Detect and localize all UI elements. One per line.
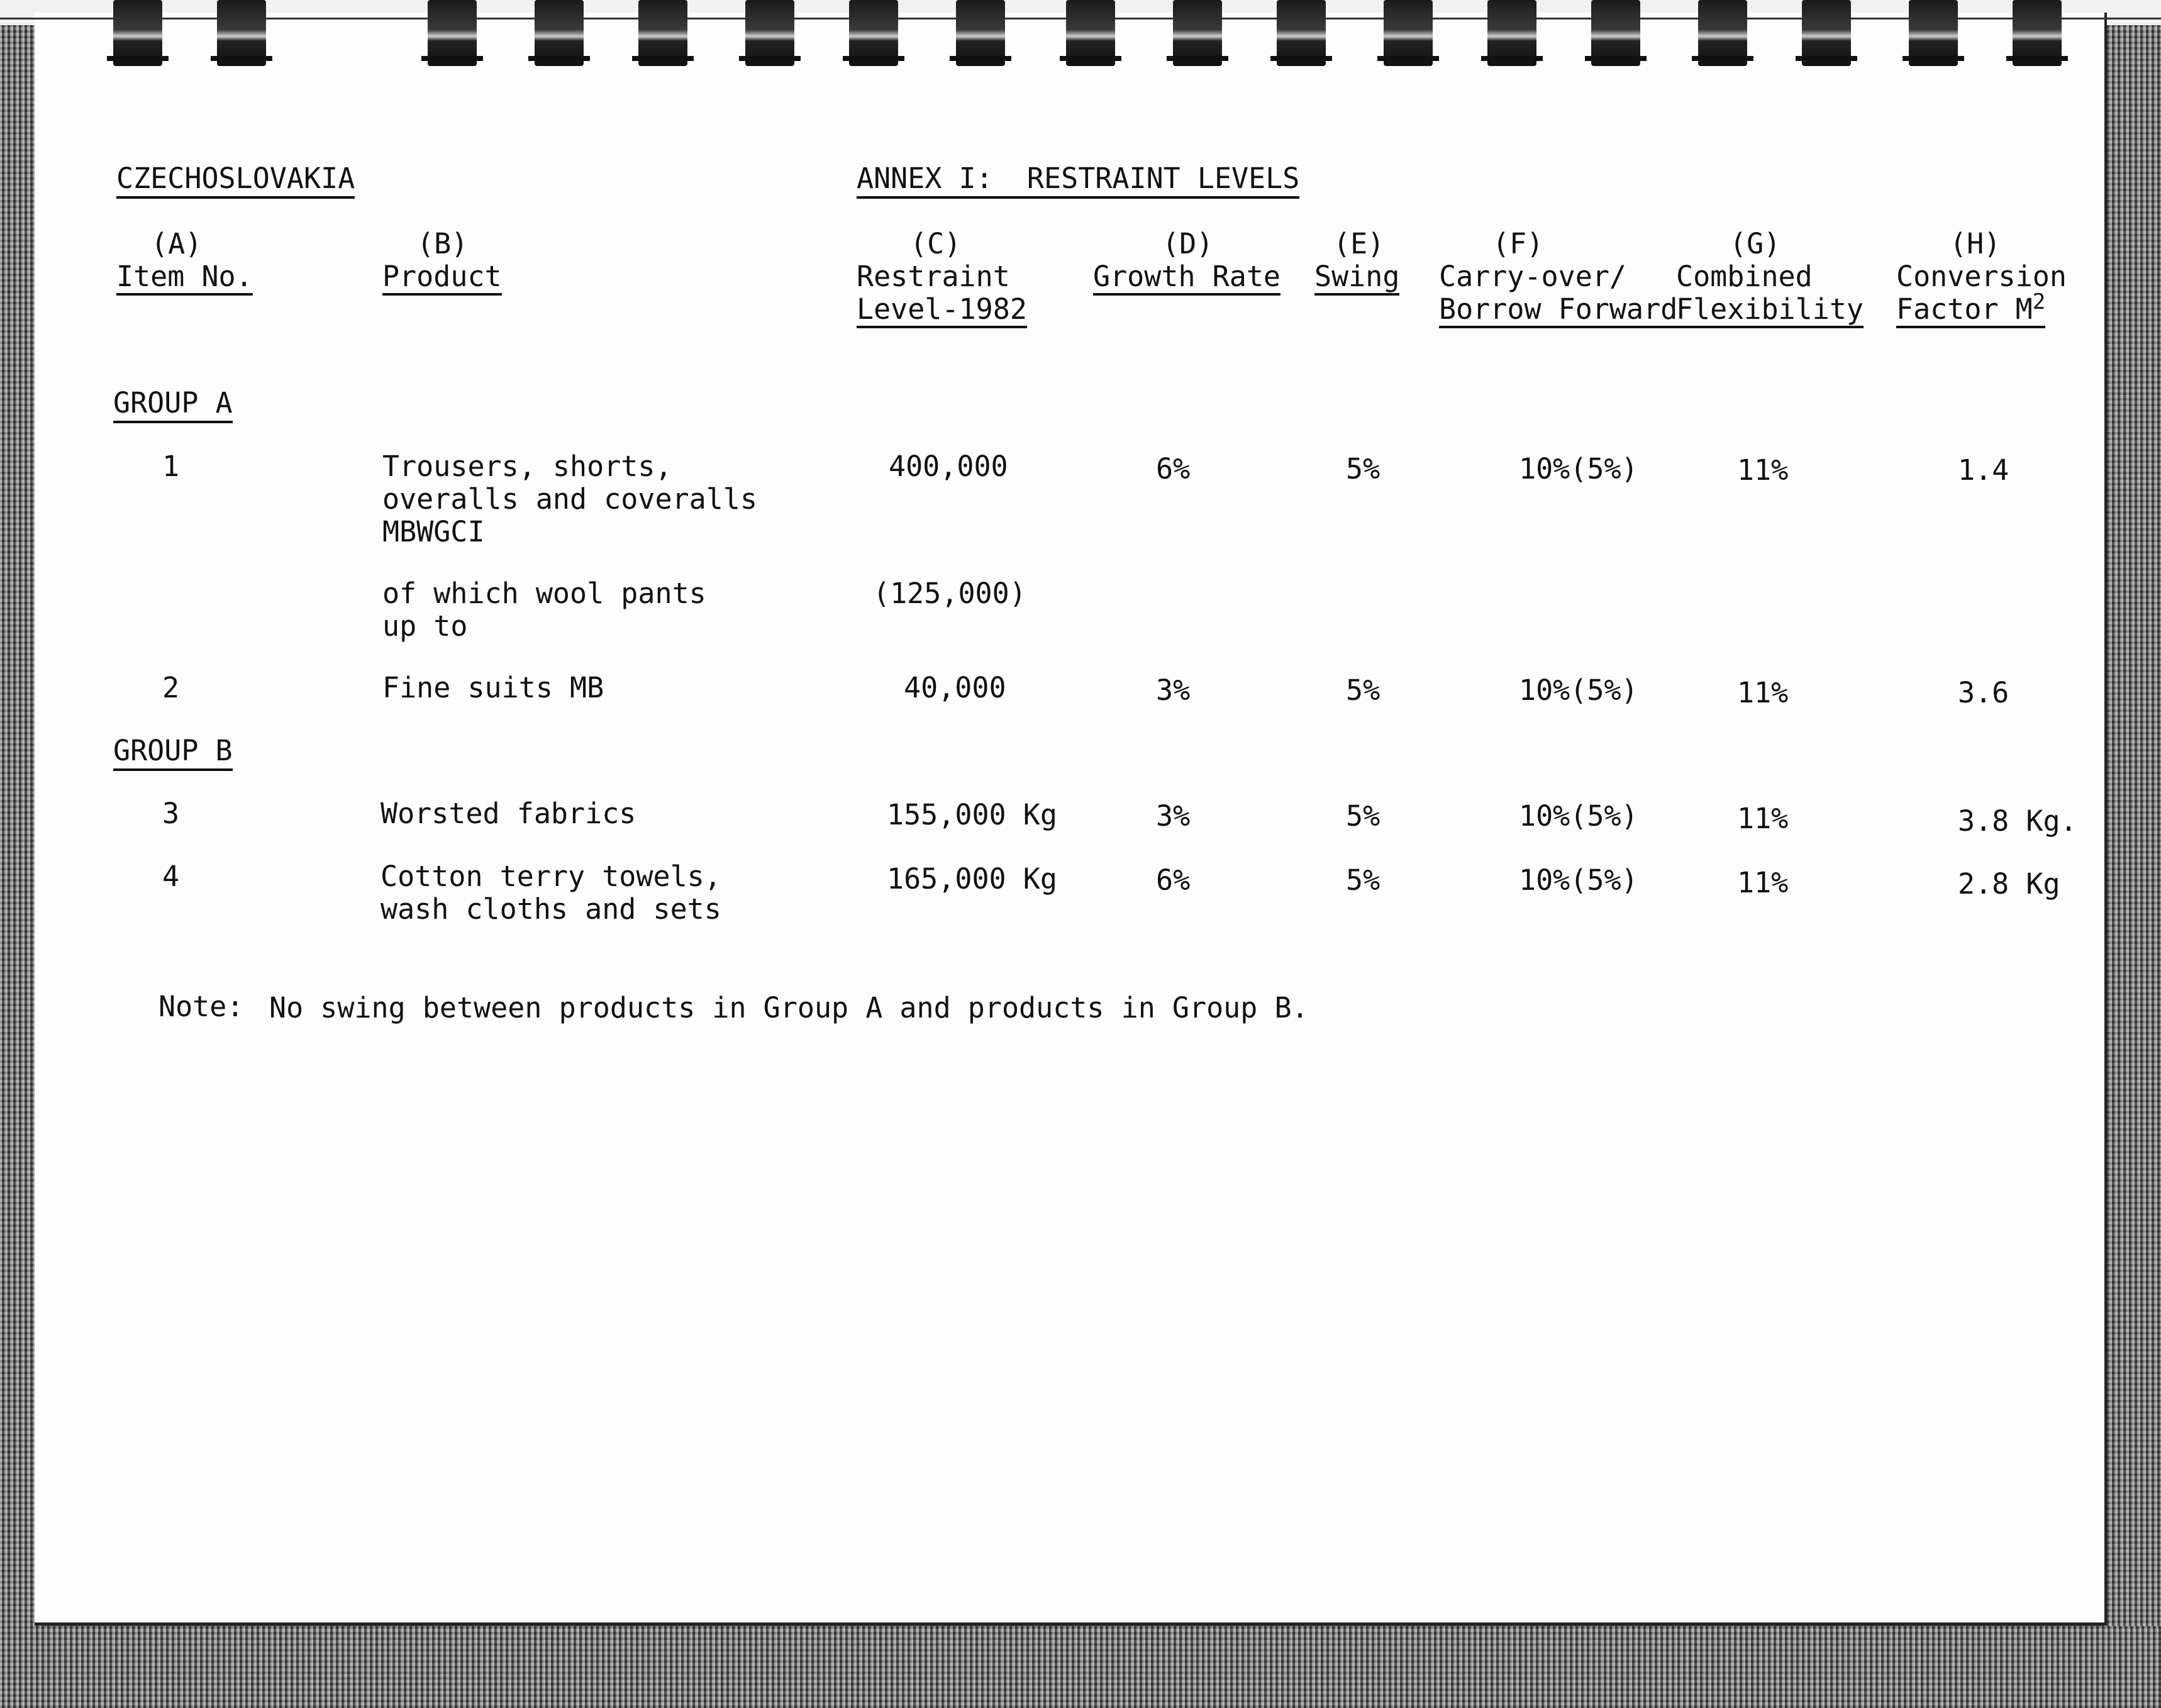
carry-over: 10%(5%) xyxy=(1519,799,1638,833)
carry-over: 10%(5%) xyxy=(1519,452,1638,485)
binding-ring xyxy=(428,0,477,66)
growth-rate: 6% xyxy=(1156,863,1191,897)
column-letter: (G) xyxy=(1730,227,1781,260)
restraint-level: 40,000 xyxy=(904,671,1006,704)
scan-edge-bottom xyxy=(0,1626,2161,1708)
column-label: Level-1982 xyxy=(857,293,1027,328)
carry-over: 10%(5%) xyxy=(1519,863,1638,897)
column-label: Borrow Forward xyxy=(1439,293,1677,328)
item-number: 1 xyxy=(162,450,180,483)
column-label: Growth Rate xyxy=(1093,260,1280,296)
column-letter: (D) xyxy=(1162,227,1214,260)
column-header-d xyxy=(1093,228,1280,296)
column-label: Swing xyxy=(1314,260,1399,296)
combined-flexibility: 11% xyxy=(1737,676,1789,709)
combined-flexibility: 11% xyxy=(1737,866,1789,899)
column-header-a xyxy=(116,228,253,296)
binding-ring xyxy=(1909,0,1958,66)
column-header-e xyxy=(1314,228,1399,296)
restraint-level: 165,000 Kg xyxy=(887,862,1057,896)
scan-edge-right xyxy=(2104,0,2161,1708)
binding-ring xyxy=(113,0,162,66)
item-number: 2 xyxy=(162,671,180,704)
column-label: Item No. xyxy=(116,260,253,296)
note-text: No swing between products in Group A and products in Group B. xyxy=(269,991,1309,1024)
group-heading: GROUP A xyxy=(113,387,233,423)
swing: 5% xyxy=(1346,452,1380,485)
conversion-factor: 3.6 xyxy=(1958,676,2009,709)
binding-ring xyxy=(1384,0,1433,66)
swing: 5% xyxy=(1346,863,1380,897)
column-label: Conversion xyxy=(1896,260,2067,293)
annex-title: ANNEX I: RESTRAINT LEVELS xyxy=(857,162,1299,199)
swing: 5% xyxy=(1346,799,1380,833)
growth-rate: 3% xyxy=(1156,799,1191,833)
column-label: Combined xyxy=(1676,260,1813,293)
column-letter: (H) xyxy=(1950,227,2001,260)
column-header-f xyxy=(1439,228,1677,328)
conversion-factor: 3.8 Kg. xyxy=(1958,804,2077,838)
swing: 5% xyxy=(1346,674,1380,707)
binding-ring xyxy=(1802,0,1851,66)
product-cell: Fine suits MB xyxy=(382,671,604,704)
binding-ring xyxy=(1698,0,1747,66)
column-label: Factor M xyxy=(1896,292,2033,326)
column-label: Product xyxy=(382,260,502,296)
binding-ring xyxy=(1277,0,1326,66)
conversion-factor: 2.8 Kg xyxy=(1958,867,2060,901)
column-label: Flexibility xyxy=(1676,293,1864,328)
product-cell: Worsted fabrics xyxy=(381,797,636,830)
column-letter: (E) xyxy=(1333,227,1385,260)
growth-rate: 3% xyxy=(1156,674,1191,707)
restraint-level: (125,000) xyxy=(873,577,1026,610)
binding-ring xyxy=(849,0,898,66)
column-header-c xyxy=(857,228,1027,328)
combined-flexibility: 11% xyxy=(1737,802,1789,835)
conversion-factor: 1.4 xyxy=(1958,453,2009,487)
restraint-level: 155,000 Kg xyxy=(887,798,1057,831)
group-heading: GROUP B xyxy=(113,735,233,771)
spiral-binding xyxy=(0,0,2161,69)
superscript-2: 2 xyxy=(2032,289,2046,314)
column-letter: (C) xyxy=(910,227,962,260)
column-header-g xyxy=(1676,228,1864,328)
product-cell: Trousers, shorts, overalls and coveralls MBWGCI xyxy=(382,450,758,548)
product-cell: of which wool pants up to xyxy=(382,577,706,643)
binding-ring xyxy=(535,0,584,66)
binding-ring xyxy=(2013,0,2062,66)
binding-ring xyxy=(1591,0,1640,66)
column-label: Restraint xyxy=(857,260,1010,293)
item-number: 4 xyxy=(162,860,180,893)
column-letter: (B) xyxy=(417,227,469,260)
column-label: Carry-over/ xyxy=(1439,260,1627,293)
country-heading: CZECHOSLOVAKIA xyxy=(116,162,355,199)
binding-ring xyxy=(638,0,687,66)
column-letter: (F) xyxy=(1492,227,1544,260)
product-cell: Cotton terry towels, wash cloths and sets xyxy=(381,860,721,926)
column-header-b xyxy=(382,228,502,296)
column-letter: (A) xyxy=(151,227,203,260)
restraint-level: 400,000 xyxy=(889,450,1008,483)
column-header-h xyxy=(1896,228,2067,328)
combined-flexibility: 11% xyxy=(1737,453,1789,487)
binding-ring xyxy=(1487,0,1536,66)
growth-rate: 6% xyxy=(1156,452,1191,485)
binding-ring xyxy=(1173,0,1222,66)
note-label: Note: xyxy=(158,990,244,1023)
binding-ring xyxy=(1066,0,1115,66)
item-number: 3 xyxy=(162,797,180,830)
binding-ring xyxy=(745,0,794,66)
carry-over: 10%(5%) xyxy=(1519,674,1638,707)
binding-ring xyxy=(217,0,266,66)
binding-ring xyxy=(956,0,1005,66)
